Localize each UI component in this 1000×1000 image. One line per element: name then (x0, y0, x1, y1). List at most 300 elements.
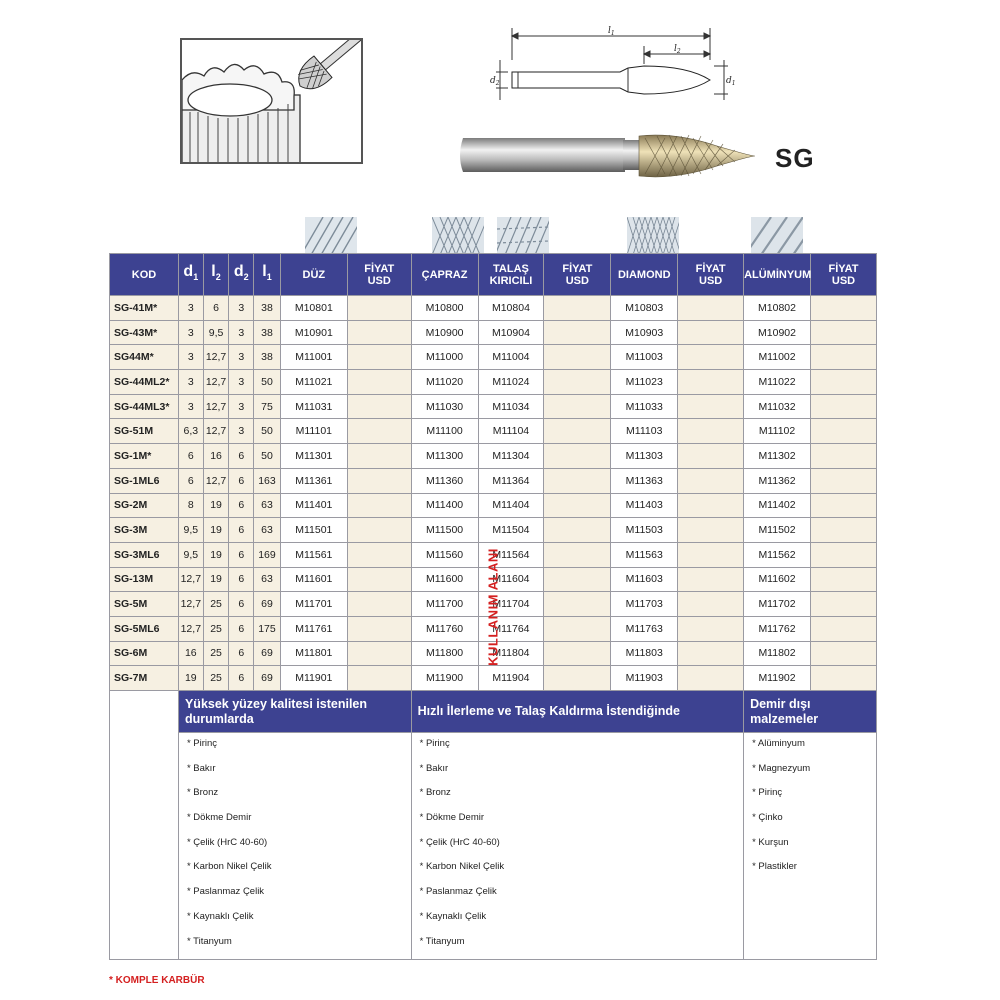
cell-diamond: M11763 (611, 616, 678, 641)
cell-diamond: M11033 (611, 394, 678, 419)
cell-d2: 6 (229, 518, 254, 543)
cell-d1: 9,5 (178, 518, 203, 543)
usage-item: * Bakır (186, 762, 216, 774)
header-capraz: ÇAPRAZ (411, 254, 478, 296)
cell-l1: 163 (254, 468, 281, 493)
cell-fiyat-usd-2 (544, 616, 611, 641)
cell-l2: 12,7 (203, 468, 229, 493)
cell-d1: 12,7 (178, 567, 203, 592)
cell-fiyat-usd-1 (347, 370, 411, 395)
usage-item: * Titanyum (186, 935, 232, 947)
usage-item: * Çelik (HrC 40-60) (419, 836, 500, 848)
cell-l1: 50 (254, 419, 281, 444)
header-kod: KOD (110, 254, 179, 296)
cell-talas-kiricili: M11004 (478, 345, 544, 370)
cell-capraz: M11030 (411, 394, 478, 419)
cell-fiyat-usd-4 (810, 345, 876, 370)
table-row (110, 296, 877, 321)
header-l1: $l_1$ (254, 254, 281, 296)
cell-duz: M11801 (280, 641, 347, 666)
cell-kod: SG-13M (110, 567, 179, 592)
cell-kod: SG-7M (110, 666, 179, 691)
cell-fiyat-usd-1 (347, 666, 411, 691)
cell-kod: SG-3M (110, 518, 179, 543)
cell-diamond: M11903 (611, 666, 678, 691)
cell-capraz: M10800 (411, 296, 478, 321)
cell-fiyat-usd-4 (810, 394, 876, 419)
cell-fiyat-usd-1 (347, 518, 411, 543)
cell-fiyat-usd-4 (810, 518, 876, 543)
header-fiyat-usd-1: FİYAT USD (347, 254, 411, 296)
cell-talas-kiricili: M11764 (478, 616, 544, 641)
cell-fiyat-usd-3 (678, 518, 744, 543)
cell-fiyat-usd-4 (810, 320, 876, 345)
cell-kod: SG-5ML6 (110, 616, 179, 641)
dimension-drawing (488, 20, 736, 110)
cell-aluminyum: M11102 (744, 419, 811, 444)
cell-d1: 12,7 (178, 616, 203, 641)
cell-duz: M11021 (280, 370, 347, 395)
cell-diamond: M11403 (611, 493, 678, 518)
cell-fiyat-usd-2 (544, 419, 611, 444)
cell-fiyat-usd-4 (810, 468, 876, 493)
cell-d2: 3 (229, 419, 254, 444)
usage-label: KULLANIM ALANI (485, 547, 501, 666)
cell-fiyat-usd-1 (347, 616, 411, 641)
cell-d2: 6 (229, 616, 254, 641)
usage-list-1 (187, 737, 411, 959)
cell-fiyat-usd-3 (678, 493, 744, 518)
cell-l2: 12,7 (203, 394, 229, 419)
cell-d1: 6 (178, 468, 203, 493)
cell-duz: M10801 (280, 296, 347, 321)
cell-l2: 25 (203, 592, 229, 617)
cell-aluminyum: M10902 (744, 320, 811, 345)
cell-capraz: M11100 (411, 419, 478, 444)
cell-d1: 19 (178, 666, 203, 691)
cell-aluminyum: M11002 (744, 345, 811, 370)
cell-talas-kiricili: M11024 (478, 370, 544, 395)
cell-fiyat-usd-3 (678, 616, 744, 641)
cell-diamond: M11023 (611, 370, 678, 395)
cell-duz: M11601 (280, 567, 347, 592)
cell-kod: SG-44ML3* (110, 394, 179, 419)
usage-heading-1: Yüksek yüzey kalitesi istenilen durumlarda (178, 691, 411, 733)
cell-talas-kiricili: M11034 (478, 394, 544, 419)
cell-l1: 75 (254, 394, 281, 419)
usage-item: * Alüminyum (752, 738, 805, 749)
cell-l2: 25 (203, 641, 229, 666)
usage-item: * Pirinç (186, 738, 218, 749)
cell-d1: 3 (178, 320, 203, 345)
aluminyum-texture-thumbnail (751, 217, 803, 255)
cell-duz: M11401 (280, 493, 347, 518)
cell-aluminyum: M11702 (744, 592, 811, 617)
cell-l1: 50 (254, 370, 281, 395)
cell-fiyat-usd-4 (810, 542, 876, 567)
cell-talas-kiricili: M11364 (478, 468, 544, 493)
usage-item: * Paslanmaz Çelik (419, 886, 497, 898)
cell-diamond: M11363 (611, 468, 678, 493)
cell-diamond: M11003 (611, 345, 678, 370)
cell-fiyat-usd-3 (678, 567, 744, 592)
cell-duz: M11901 (280, 666, 347, 691)
cell-capraz: M11600 (411, 567, 478, 592)
cell-kod: SG-2M (110, 493, 179, 518)
cell-kod: SG-1ML6 (110, 468, 179, 493)
cell-fiyat-usd-2 (544, 320, 611, 345)
cell-fiyat-usd-4 (810, 616, 876, 641)
cell-talas-kiricili: M11704 (478, 592, 544, 617)
cell-capraz: M11000 (411, 345, 478, 370)
usage-item: * Karbon Nikel Çelik (186, 861, 272, 873)
cell-fiyat-usd-1 (347, 296, 411, 321)
cell-fiyat-usd-3 (678, 542, 744, 567)
product-title: SG (775, 143, 815, 173)
cell-fiyat-usd-4 (810, 567, 876, 592)
cell-capraz: M10900 (411, 320, 478, 345)
cell-capraz: M11760 (411, 616, 478, 641)
cell-capraz: M11360 (411, 468, 478, 493)
cell-capraz: M11900 (411, 666, 478, 691)
cell-fiyat-usd-1 (347, 345, 411, 370)
cell-talas-kiricili: M11504 (478, 518, 544, 543)
cell-fiyat-usd-3 (678, 666, 744, 691)
cell-fiyat-usd-3 (678, 641, 744, 666)
cell-fiyat-usd-3 (678, 468, 744, 493)
cell-l1: 38 (254, 345, 281, 370)
usage-item: * Bronz (419, 787, 451, 799)
cell-fiyat-usd-1 (347, 641, 411, 666)
cell-aluminyum: M11402 (744, 493, 811, 518)
cell-duz: M11361 (280, 468, 347, 493)
cell-kod: SG-41M* (110, 296, 179, 321)
cell-d2: 6 (229, 641, 254, 666)
cell-talas-kiricili: M10804 (478, 296, 544, 321)
cell-fiyat-usd-2 (544, 592, 611, 617)
usage-item: * Karbon Nikel Çelik (419, 861, 505, 873)
cell-fiyat-usd-2 (544, 345, 611, 370)
usage-heading-2: Hızlı İlerleme ve Talaş Kaldırma İstendiğinde (411, 691, 743, 733)
cell-l1: 50 (254, 444, 281, 469)
cell-fiyat-usd-3 (678, 394, 744, 419)
cell-capraz: M11560 (411, 542, 478, 567)
cell-d2: 6 (229, 542, 254, 567)
cell-duz: M11561 (280, 542, 347, 567)
table-row (110, 493, 877, 518)
cell-l1: 63 (254, 567, 281, 592)
cell-diamond: M11603 (611, 567, 678, 592)
cell-l1: 169 (254, 542, 281, 567)
header-diamond: DIAMOND (611, 254, 678, 296)
cell-l1: 63 (254, 518, 281, 543)
header-aluminyum: ALÜMİNYUM (744, 254, 811, 296)
cell-l2: 16 (203, 444, 229, 469)
cell-aluminyum: M10802 (744, 296, 811, 321)
cell-fiyat-usd-3 (678, 419, 744, 444)
cell-l1: 175 (254, 616, 281, 641)
cell-l2: 19 (203, 542, 229, 567)
cell-fiyat-usd-4 (810, 592, 876, 617)
cell-l1: 69 (254, 641, 281, 666)
usage-list-3 (752, 737, 876, 885)
cell-d2: 3 (229, 370, 254, 395)
cell-fiyat-usd-2 (544, 468, 611, 493)
cell-diamond: M10803 (611, 296, 678, 321)
table-row (110, 394, 877, 419)
cell-fiyat-usd-1 (347, 444, 411, 469)
cell-l1: 63 (254, 493, 281, 518)
cell-duz: M11031 (280, 394, 347, 419)
cell-fiyat-usd-2 (544, 370, 611, 395)
cell-talas-kiricili: M11304 (478, 444, 544, 469)
cell-fiyat-usd-4 (810, 493, 876, 518)
d1-label: $d_1$ (726, 76, 736, 87)
cell-d2: 6 (229, 567, 254, 592)
cell-d2: 3 (229, 296, 254, 321)
cell-diamond: M11563 (611, 542, 678, 567)
cell-l1: 69 (254, 592, 281, 617)
cell-capraz: M11700 (411, 592, 478, 617)
cell-talas-kiricili: M11564 (478, 542, 544, 567)
cell-d2: 6 (229, 468, 254, 493)
cell-talas-kiricili: M11104 (478, 419, 544, 444)
cell-l2: 25 (203, 666, 229, 691)
cell-kod: SG-3ML6 (110, 542, 179, 567)
cell-aluminyum: M11022 (744, 370, 811, 395)
cell-duz: M11001 (280, 345, 347, 370)
usage-item: * Çelik (HrC 40-60) (186, 836, 268, 848)
usage-heading-row (110, 691, 877, 733)
cell-capraz: M11400 (411, 493, 478, 518)
cell-d2: 3 (229, 394, 254, 419)
table-header-row (110, 254, 877, 296)
usage-item: * Bronz (186, 787, 219, 799)
usage-list-2 (420, 737, 743, 959)
header-fiyat-usd-2: FİYAT USD (544, 254, 611, 296)
table-row (110, 419, 877, 444)
cell-aluminyum: M11502 (744, 518, 811, 543)
cell-fiyat-usd-3 (678, 444, 744, 469)
cell-d2: 6 (229, 666, 254, 691)
cell-d2: 6 (229, 592, 254, 617)
table-row (110, 345, 877, 370)
cell-aluminyum: M11362 (744, 468, 811, 493)
cell-d1: 3 (178, 370, 203, 395)
cell-d1: 6 (178, 444, 203, 469)
cell-duz: M11501 (280, 518, 347, 543)
cell-duz: M11101 (280, 419, 347, 444)
cell-l2: 19 (203, 493, 229, 518)
cell-fiyat-usd-3 (678, 370, 744, 395)
cell-fiyat-usd-2 (544, 444, 611, 469)
cell-talas-kiricili: M11604 (478, 567, 544, 592)
cell-d1: 3 (178, 394, 203, 419)
cell-duz: M11761 (280, 616, 347, 641)
l1-label: $l_1$ (608, 26, 615, 37)
cell-l2: 6 (203, 296, 229, 321)
cell-aluminyum: M11902 (744, 666, 811, 691)
footnote: * KOMPLE KARBÜR (109, 975, 205, 986)
l2-label: $l_2$ (674, 44, 681, 55)
usage-item: * Magnezyum (752, 762, 811, 774)
table-row (110, 518, 877, 543)
cell-fiyat-usd-1 (347, 592, 411, 617)
duz-texture-thumbnail (305, 217, 357, 255)
cell-diamond: M11503 (611, 518, 678, 543)
usage-item: * Pirinç (419, 738, 450, 749)
cell-d1: 9,5 (178, 542, 203, 567)
cell-capraz: M11300 (411, 444, 478, 469)
usage-body-row (110, 733, 877, 960)
cell-aluminyum: M11562 (744, 542, 811, 567)
cell-fiyat-usd-1 (347, 468, 411, 493)
cell-fiyat-usd-4 (810, 641, 876, 666)
talas-texture-thumbnail (497, 217, 549, 255)
cell-fiyat-usd-2 (544, 518, 611, 543)
cell-talas-kiricili: M11904 (478, 666, 544, 691)
cell-fiyat-usd-4 (810, 370, 876, 395)
cell-d1: 3 (178, 296, 203, 321)
cell-l1: 69 (254, 666, 281, 691)
usage-item: * Plastikler (752, 861, 797, 873)
cell-fiyat-usd-1 (347, 493, 411, 518)
cell-aluminyum: M11302 (744, 444, 811, 469)
cell-aluminyum: M11802 (744, 641, 811, 666)
header-l2: $l_2$ (203, 254, 229, 296)
cell-fiyat-usd-3 (678, 320, 744, 345)
cell-duz: M11301 (280, 444, 347, 469)
cell-fiyat-usd-1 (347, 394, 411, 419)
usage-item: * Dökme Demir (186, 812, 252, 824)
table-row (110, 320, 877, 345)
cell-kod: SG-44ML2* (110, 370, 179, 395)
cell-l2: 12,7 (203, 370, 229, 395)
cell-fiyat-usd-2 (544, 493, 611, 518)
cell-d2: 6 (229, 493, 254, 518)
cell-fiyat-usd-1 (347, 320, 411, 345)
cell-l2: 12,7 (203, 419, 229, 444)
cell-diamond: M10903 (611, 320, 678, 345)
cell-l1: 38 (254, 320, 281, 345)
cell-l2: 19 (203, 518, 229, 543)
cell-fiyat-usd-2 (544, 542, 611, 567)
usage-item: * Dökme Demir (419, 812, 485, 824)
cell-kod: SG-43M* (110, 320, 179, 345)
cell-fiyat-usd-3 (678, 592, 744, 617)
table-row (110, 370, 877, 395)
specification-table (109, 253, 877, 960)
cell-d1: 16 (178, 641, 203, 666)
cell-fiyat-usd-4 (810, 444, 876, 469)
header-duz: DÜZ (280, 254, 347, 296)
cell-fiyat-usd-2 (544, 394, 611, 419)
usage-heading-3: Demir dışı malzemeler (744, 691, 877, 733)
gear-burr-drawing (182, 40, 363, 164)
cell-fiyat-usd-3 (678, 345, 744, 370)
d2-label: $d_2$ (490, 76, 500, 87)
cell-fiyat-usd-1 (347, 542, 411, 567)
cell-aluminyum: M11032 (744, 394, 811, 419)
cell-fiyat-usd-1 (347, 567, 411, 592)
cell-talas-kiricili: M11804 (478, 641, 544, 666)
usage-item: * Bakır (419, 762, 449, 774)
cell-diamond: M11703 (611, 592, 678, 617)
cell-fiyat-usd-4 (810, 666, 876, 691)
cell-aluminyum: M11602 (744, 567, 811, 592)
cell-kod: SG44M* (110, 345, 179, 370)
header-d1: $d_1$ (178, 254, 203, 296)
usage-item: * Kurşun (752, 836, 789, 848)
cell-fiyat-usd-2 (544, 567, 611, 592)
cell-d1: 12,7 (178, 592, 203, 617)
cell-d2: 3 (229, 320, 254, 345)
cell-l2: 9,5 (203, 320, 229, 345)
cell-duz: M10901 (280, 320, 347, 345)
cell-fiyat-usd-4 (810, 419, 876, 444)
cell-talas-kiricili: M11404 (478, 493, 544, 518)
usage-item: * Pirinç (752, 787, 783, 799)
usage-item: * Titanyum (419, 935, 465, 947)
table-row (110, 444, 877, 469)
usage-illustration (180, 38, 363, 164)
cell-fiyat-usd-2 (544, 296, 611, 321)
cell-aluminyum: M11762 (744, 616, 811, 641)
table-row (110, 468, 877, 493)
cell-capraz: M11020 (411, 370, 478, 395)
diamond-texture-thumbnail (627, 217, 679, 255)
cell-fiyat-usd-1 (347, 419, 411, 444)
usage-item: * Paslanmaz Çelik (186, 886, 265, 898)
cell-diamond: M11303 (611, 444, 678, 469)
cell-capraz: M11500 (411, 518, 478, 543)
cell-capraz: M11800 (411, 641, 478, 666)
header-fiyat-usd-4: FİYAT USD (810, 254, 876, 296)
cell-kod: SG-5M (110, 592, 179, 617)
cell-d1: 8 (178, 493, 203, 518)
cell-d2: 6 (229, 444, 254, 469)
cell-l1: 38 (254, 296, 281, 321)
header-d2: $d_2$ (229, 254, 254, 296)
cell-kod: SG-51M (110, 419, 179, 444)
cell-diamond: M11803 (611, 641, 678, 666)
usage-item: * Çinko (752, 812, 783, 824)
table-row (110, 666, 877, 691)
cell-d1: 3 (178, 345, 203, 370)
cell-l2: 25 (203, 616, 229, 641)
cell-kod: SG-1M* (110, 444, 179, 469)
usage-item: * Kaynaklı Çelik (186, 910, 254, 922)
header-fiyat-usd-3: FİYAT USD (678, 254, 744, 296)
usage-list-2-cell (411, 733, 743, 960)
cell-fiyat-usd-4 (810, 296, 876, 321)
usage-list-1-cell (178, 733, 411, 960)
cell-duz: M11701 (280, 592, 347, 617)
cell-d1: 6,3 (178, 419, 203, 444)
cell-fiyat-usd-3 (678, 296, 744, 321)
usage-item: * Kaynaklı Çelik (419, 910, 487, 922)
cell-fiyat-usd-2 (544, 666, 611, 691)
product-photo (455, 122, 765, 190)
cell-d2: 3 (229, 345, 254, 370)
cell-talas-kiricili: M10904 (478, 320, 544, 345)
cell-diamond: M11103 (611, 419, 678, 444)
cell-l2: 19 (203, 567, 229, 592)
capraz-texture-thumbnail (432, 217, 484, 255)
cell-fiyat-usd-2 (544, 641, 611, 666)
header-talas-kiricili: TALAŞ KIRICILI (478, 254, 544, 296)
usage-list-3-cell (744, 733, 877, 960)
